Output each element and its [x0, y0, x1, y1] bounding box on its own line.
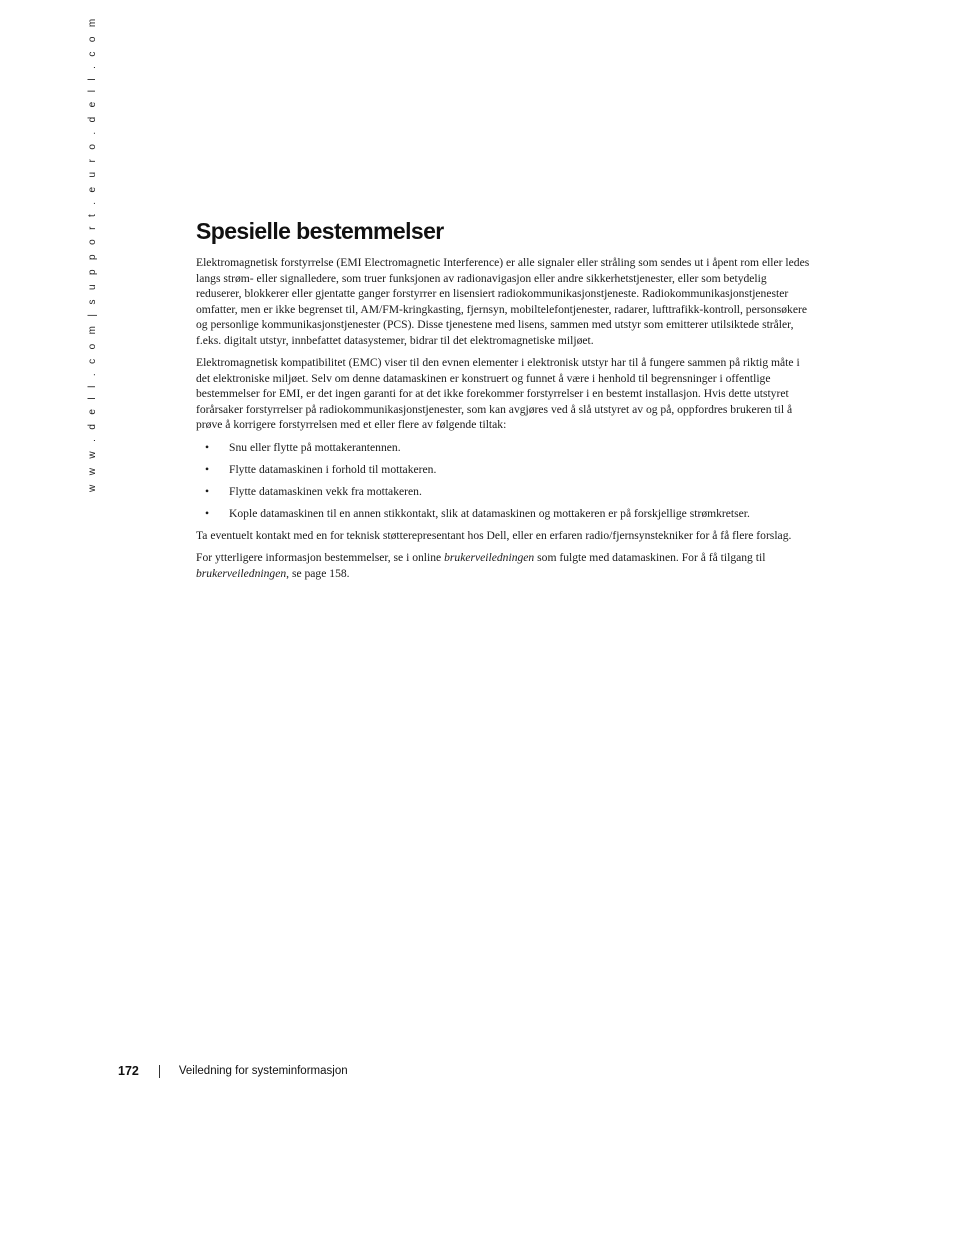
more-info-text-2: som fulgte med datamaskinen. For å få tilgang til: [534, 551, 766, 565]
list-item-text: Flytte datamaskinen i forhold til mottakeren.: [229, 462, 437, 476]
user-guide-reference: brukerveiledningen: [196, 566, 287, 580]
main-content: [196, 216, 814, 588]
paragraph-emi: Elektromagnetisk forstyrrelse (EMI Electromagnetic Interference) er alle signaler eller stråling som sendes ut i åpent rom eller ledes langs strøm- eller signalledere, som truer funksjonen av radionavigasjon eller andre sikkerhetstjenester, eller som betydelig reduserer, blokkerer eller gjentatte ganger forstyrrer en lisensiert radiokommunikasjonstjeneste. Radiokommunikasjonstjenester omfatter, men er ikke begrenset til, AM/FM-kringkasting, fjernsyn, mobiltelefontjenester, radarer, lufttrafikk-kontroll, personsøkere og personlige kommunikasjonstjenester (PCS). Disse tjenestene med lisens, sammen med utstyr som emitterer utilsiktede stråler, f.eks. digitalt utstyr, innbefattet datasystemer, bidrar til det elektromagnetiske miljøet.: [196, 256, 810, 347]
paragraph-contact: Ta eventuelt kontakt med en for teknisk støtterepresentant hos Dell, eller en erfaren radio/fjernsynstekniker for å få flere forslag.: [196, 528, 792, 542]
more-info-text-3: , se page 158.: [286, 566, 350, 580]
document-title: Veiledning for systeminformasjon: [178, 1065, 348, 1077]
footer-divider: [159, 1065, 160, 1078]
paragraph-more-info: [196, 550, 814, 581]
sidebar-url: w w w . d e l l . c o m | s u p p o r t . e u r o . d e l l . c o m: [87, 15, 98, 492]
bullet-icon: •: [205, 484, 210, 498]
section-heading: Spesielle bestemmelser: [196, 218, 444, 244]
page-footer: [118, 1062, 348, 1080]
list-item: [196, 506, 814, 522]
bullet-icon: •: [205, 440, 210, 454]
list-item: [196, 462, 814, 478]
more-info-text-1: For ytterligere informasjon bestemmelser, se i online: [196, 551, 445, 565]
list-item-text: Flytte datamaskinen vekk fra mottakeren.: [229, 484, 422, 498]
bullet-icon: •: [205, 462, 210, 476]
page-number: 172: [118, 1064, 139, 1078]
paragraph-emc: Elektromagnetisk kompatibilitet (EMC) viser til den evnen elementer i elektronisk utstyr har til å fungere sammen på riktig måte i det elektroniske miljøet. Selv om denne datamaskinen er konstruert og funnet å være i henhold til begrensninger i offentlige bestemmelser for EMI, er det ingen garanti for at det ikke forekommer forstyrrelser i en bestemt installasjon. Hvis dette utstyret forårsaker forstyrrelser på radiokommunikasjonstjenester, som kan avgjøres ved å slå utstyret av og på, oppfordres brukeren til å prøve å korrigere forstyrrelsen med et eller flere av følgende tiltak:: [196, 356, 800, 431]
list-item-text: Kople datamaskinen til en annen stikkontakt, slik at datamaskinen og mottakeren er på forskjellige strømkretser.: [229, 506, 750, 520]
bullet-icon: •: [205, 506, 210, 520]
measures-list: [196, 440, 814, 522]
list-item-text: Snu eller flytte på mottakerantennen.: [229, 440, 401, 454]
user-guide-reference: brukerveiledningen: [444, 551, 535, 565]
list-item: [196, 440, 814, 456]
list-item: [196, 484, 814, 500]
